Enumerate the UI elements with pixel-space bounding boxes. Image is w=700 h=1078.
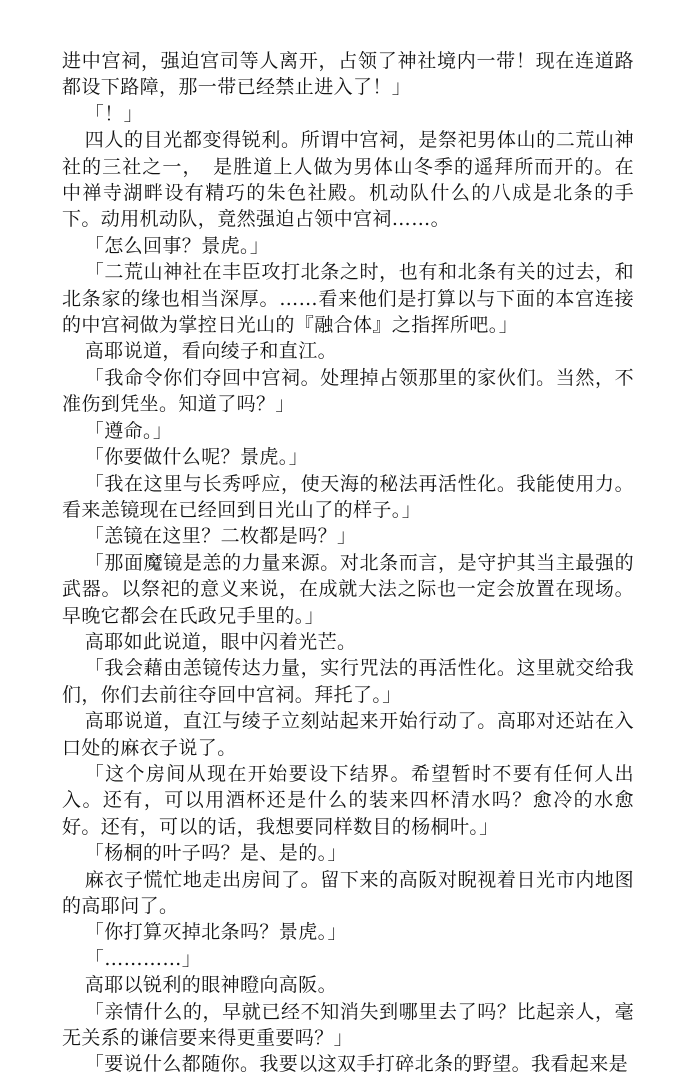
paragraph: 高耶说道，直江与绫子立刻站起来开始行动了。高耶对还站在入口处的麻衣子说了。 bbox=[62, 710, 634, 759]
paragraph: 「恙镜在这里？二枚都是吗？」 bbox=[84, 525, 357, 548]
paragraph: 「遵命。」 bbox=[84, 419, 173, 442]
paragraph: 「…………」 bbox=[84, 947, 202, 970]
paragraph: 「我会藉由恙镜传达力量，实行咒法的再活性化。这里就交给我们，你们去前往夺回中宫祠。拜托了。」 bbox=[62, 657, 634, 706]
paragraph: 「这个房间从现在开始要设下结界。希望暂时不要有任何人出入。还有，可以用酒杯还是什么的装来四杯清水吗？愈冷的水愈好。还有，可以的话，我想要同样数目的杨桐叶。」 bbox=[62, 762, 634, 838]
paragraph: 「你要做什么呢？景虎。」 bbox=[84, 446, 309, 469]
paragraph: 高耶说道，看向绫子和直江。 bbox=[84, 340, 337, 363]
paragraph: 「你打算灭掉北条吗？景虎。」 bbox=[84, 921, 347, 944]
paragraph: 「我命令你们夺回中宫祠。处理掉占领那里的家伙们。当然，不准伤到凭坐。知道了吗？」 bbox=[62, 366, 634, 416]
paragraph: 高耶如此说道，眼中闪着光芒。 bbox=[84, 630, 357, 653]
paragraph: 进中宫祠，强迫宫司等人离开，占领了神社境内一带！现在连道路都设下路障，那一带已经禁止进入了！」 bbox=[62, 50, 634, 99]
paragraph: 「亲情什么的，早就已经不知消失到哪里去了吗？比起亲人，毫无关系的谦信要来得更重要吗？」 bbox=[62, 1000, 634, 1050]
paragraph: 「怎么回事？景虎。」 bbox=[84, 234, 270, 257]
paragraph: 麻衣子慌忙地走出房间了。留下来的高阪对睨视着日光市内地图的高耶问了。 bbox=[62, 868, 634, 917]
paragraph: 「我在这里与长秀呼应，使天海的秘法再活性化。我能使用力。看来恙镜现在已经回到日光山了的样子。」 bbox=[62, 472, 634, 521]
paragraph: 四人的目光都变得锐利。所谓中宫祠，是祭祀男体山的二荒山神社的三社之一， 是胜道上人做为男体山冬季的遥拜所而开的。在中禅寺湖畔设有精巧的朱色社殿。机动队什么的八成是北条的手下。动用机动队，竟然强迫占领中宫祠……。 bbox=[62, 129, 634, 231]
paragraph: 「杨桐的叶子吗？是、是的。」 bbox=[84, 842, 347, 865]
paragraph: 高耶以锐利的眼神瞪向高阪。 bbox=[84, 974, 337, 997]
paragraph: 「！」 bbox=[84, 102, 143, 125]
paragraph: 「要说什么都随你。我要以这双手打碎北条的野望。我看起来是 bbox=[84, 1053, 628, 1076]
body-text bbox=[62, 48, 634, 1078]
paragraph: 「那面魔镜是恙的力量来源。对北条而言，是守护其当主最强的武器。以祭祀的意义来说，在成就大法之际也一定会放置在现场。早晚它都会在氏政兄手里的。」 bbox=[62, 551, 634, 627]
paragraph: 「二荒山神社在丰臣攻打北条之时，也有和北条有关的过去，和北条家的缘也相当深厚。……看来他们是打算以与下面的本宫连接的中宫祠做为掌控日光山的『融合体』之指挥所吧。」 bbox=[62, 261, 634, 337]
